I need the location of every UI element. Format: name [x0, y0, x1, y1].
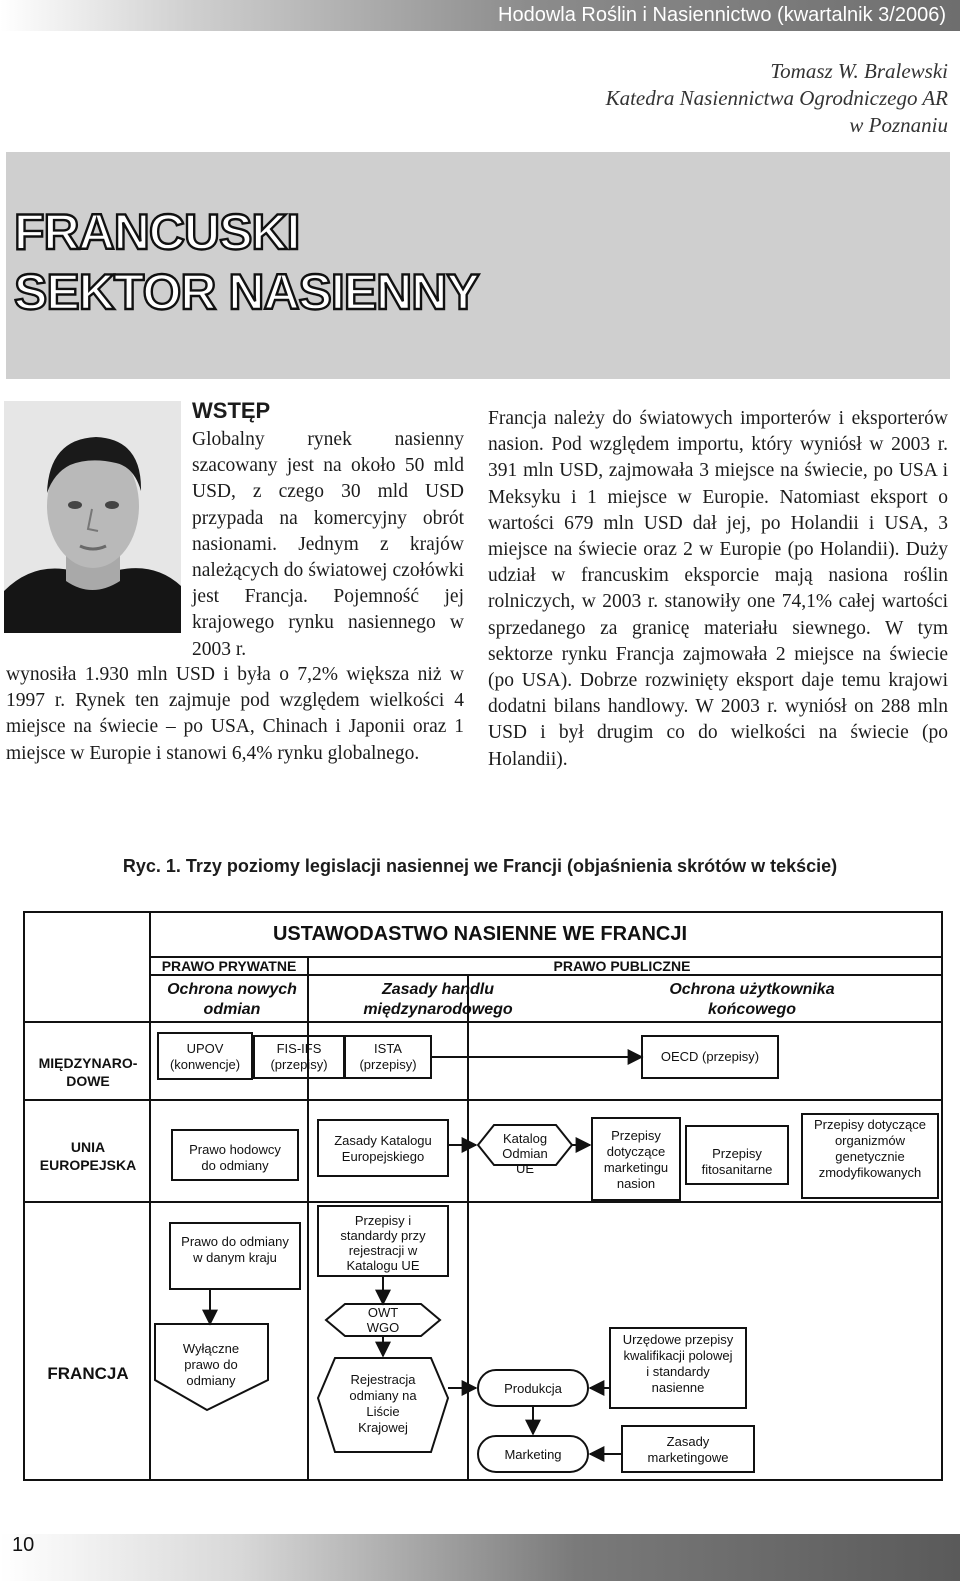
box-zasady-marketingowe — [622, 1426, 754, 1472]
fis-l2: (przepisy) — [270, 1057, 328, 1072]
urzedowe-l4: nasienne — [651, 1380, 705, 1395]
upov-l1: UPOV — [186, 1041, 224, 1056]
row-francja: FRANCJA — [47, 1364, 129, 1383]
owt-l1: OWT — [367, 1305, 399, 1320]
marketing-label: Marketing — [504, 1447, 562, 1462]
rejestracja-l1: Rejestracja — [350, 1372, 416, 1387]
ista-l1: ISTA — [374, 1041, 402, 1056]
author-city: w Poznaniu — [849, 113, 948, 137]
gmo-l4: zmodyfikowanych — [818, 1165, 922, 1180]
article-title-line-2: SEKTOR NASIENNY — [14, 264, 479, 320]
rejestracja-l3: Liście — [366, 1404, 400, 1419]
page-number: 10 — [12, 1534, 35, 1556]
market-l3: marketingu — [603, 1160, 669, 1175]
footer-bar — [0, 1534, 960, 1581]
kraj-l2: w danym kraju — [193, 1250, 277, 1265]
katalog-ue-l2: Odmian — [502, 1146, 548, 1161]
author-name: Tomasz W. Bralewski — [770, 59, 948, 83]
author-photo — [4, 401, 181, 633]
fis-l1: FIS-IFS — [276, 1041, 322, 1056]
market-l4: nasion — [616, 1176, 656, 1191]
figure-caption: Ryc. 1. Trzy poziomy legislacji nasiennej we Francji (objaśnienia skrótów w tekście) — [122, 856, 838, 876]
box-upov — [158, 1033, 252, 1079]
row-miedzynarodowe-l1: MIĘDZYNARO- — [38, 1055, 138, 1071]
urzedowe-l2: kwalifikacji polowej — [623, 1348, 733, 1363]
katalogu-l1: Zasady Katalogu — [334, 1133, 432, 1148]
journal-title: Hodowla Roślin i Nasiennictwo (kwartalnik 3/2006) — [498, 4, 946, 26]
author-block — [606, 58, 948, 139]
kraj-l1: Prawo do odmiany — [181, 1234, 289, 1249]
column-2-paragraph: Francja należy do światowych importerów i eksporterów nasion. Pod względem importu, który wyniósł w 2003 r. 391 mln USD, zajmowała 3 miejsce na świecie, po USA i Meksyku i 1 miejsce w Europie. Natomiast eksport o wartości 679 mln USD dał jej, po Holandii i USA, 3 miejsce na świecie oraz 2 w Europie (po Holandii). Duży udział w francuskim eksporcie mają nasiona roślin rolniczych, w 2003 r. stanowiły one 74,1% całej wartości sprzedanego za granicę materiału siewnego. W tym sektorze rynku Francja zajmowała 2 miejsce na świecie (po USA). Dobrze rozwinięty eksport daje temu krajowi dodatni bilans handlowy. W 2003 r. wyniósł on 288 mln USD i był drugim co do wielkości na świecie (po Holandii). — [488, 408, 948, 770]
section-heading-wstep: WSTĘP — [192, 398, 271, 423]
standardy-l1: Przepisy i — [354, 1213, 412, 1228]
rejestracja-l4: Krajowej — [358, 1420, 408, 1435]
col-uzytkownik-l1: Ochrona użytkownika — [669, 981, 835, 998]
label-prawo-prywatne: PRAWO PRYWATNE — [161, 958, 297, 974]
katalog-ue-l3: UE — [515, 1161, 535, 1176]
urzedowe-l3: i standardy — [646, 1364, 710, 1379]
gmo-l3: genetycznie — [835, 1149, 905, 1164]
row-unia-l2: EUROPEJSKA — [39, 1157, 137, 1173]
author-affiliation: Katedra Nasiennictwa Ogrodniczego AR — [605, 86, 948, 110]
hodowcy-l2: do odmiany — [201, 1158, 269, 1173]
katalogu-l2: Europejskiego — [341, 1149, 425, 1164]
col-handel-l1: Zasady handlu — [381, 981, 495, 998]
zasady-mk-l1: Zasady — [666, 1434, 710, 1449]
box-zasady-katalogu — [318, 1120, 448, 1176]
article-title-line-1: FRANCUSKI — [14, 204, 300, 260]
zasady-mk-l2: marketingowe — [647, 1450, 729, 1465]
produkcja-label: Produkcja — [504, 1381, 562, 1396]
legislation-diagram — [0, 900, 960, 1505]
hodowcy-l1: Prawo hodowcy — [189, 1142, 281, 1157]
gmo-l2: organizmów — [834, 1133, 906, 1148]
rejestracja-l2: odmiany na — [349, 1388, 417, 1403]
diagram-title: USTAWODASTWO NASIENNE WE FRANCJI — [272, 923, 688, 945]
intro-paragraph-full: wynosiła 1.930 mln USD i była o 7,2% większa niż w 1997 r. Rynek ten zajmuje pod względem wielkości 4 miejsce na świecie – po USA, Chinach i Japonii oraz 1 miejsce w Europie i stanowi 6,4% rynku globalnego. — [6, 664, 464, 764]
standardy-l4: Katalogu UE — [346, 1258, 420, 1273]
fito-l2: fitosanitarne — [701, 1162, 773, 1177]
market-l1: Przepisy — [611, 1128, 661, 1143]
standardy-l2: standardy przy — [340, 1228, 426, 1243]
fito-l1: Przepisy — [712, 1146, 762, 1161]
label-prawo-publiczne: PRAWO PUBLICZNE — [553, 958, 691, 974]
col-uzytkownik-l2: końcowego — [707, 1001, 797, 1018]
col-ochrona-l2: odmian — [203, 1001, 261, 1018]
row-miedzynarodowe-l2: DOWE — [66, 1073, 110, 1089]
upov-l2: (konwencje) — [169, 1057, 241, 1072]
row-unia-l1: UNIA — [70, 1139, 106, 1155]
ista-l2: (przepisy) — [359, 1057, 417, 1072]
urzedowe-l1: Urzędowe przepisy — [622, 1332, 734, 1347]
wylaczne-l3: odmiany — [186, 1373, 236, 1388]
market-l2: dotyczące — [606, 1144, 666, 1159]
gmo-l1: Przepisy dotyczące — [814, 1117, 926, 1132]
col-ochrona-l1: Ochrona nowych — [167, 981, 297, 998]
standardy-l3: rejestracji w — [348, 1243, 418, 1258]
wylaczne-l1: Wyłączne — [182, 1341, 240, 1356]
oecd-label: OECD (przepisy) — [660, 1049, 760, 1064]
intro-paragraph-wrapped: Globalny rynek nasienny szacowany jest na około 50 mld USD, z czego 30 mld USD przypada na komercyjny obrót nasionami. Jednym z krajów należących do światowej czołówki jest Francja. Pojemność jej krajowego rynku nasiennego w 2003 r. — [192, 429, 464, 660]
katalog-ue-l1: Katalog — [502, 1131, 548, 1146]
wylaczne-l2: prawo do — [184, 1357, 238, 1372]
owt-l2: WGO — [366, 1320, 400, 1335]
col-handel-l2: międzynarodowego — [363, 1001, 513, 1018]
